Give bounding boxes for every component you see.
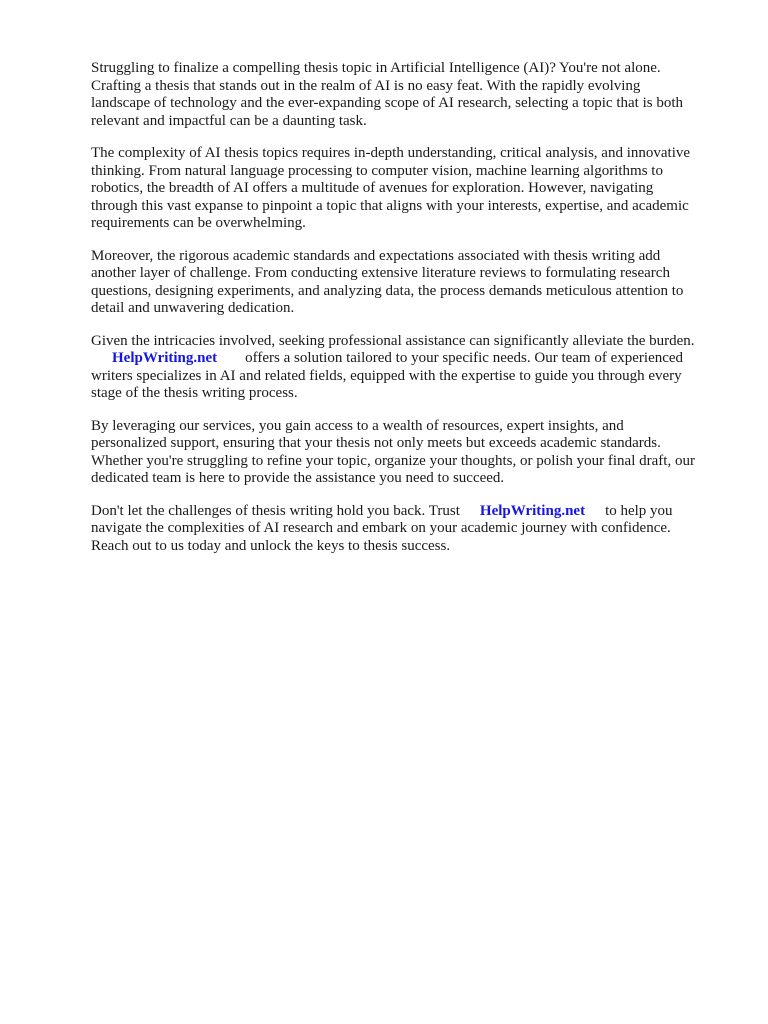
text-line: Struggling to finalize a compelling thesis topic in Artificial Intelligence (AI)? You're not alone.: [91, 60, 661, 76]
text-line: thinking. From natural language processing to computer vision, machine learning algorithms to: [91, 162, 663, 179]
text-line: robotics, the breadth of AI offers a multitude of avenues for exploration. However, navigating: [91, 180, 654, 196]
text-line: By leveraging our services, you gain access to a wealth of resources, expert insights, and: [91, 417, 624, 434]
paragraph-standards: [91, 248, 721, 318]
document-page: [91, 60, 721, 570]
text-line: Given the intricacies involved, seeking professional assistance can significantly alleviate the burden.: [91, 332, 695, 349]
text-line: The complexity of AI thesis topics requires in-depth understanding, critical analysis, and innovative: [91, 145, 691, 161]
paragraph-assistance: [91, 333, 721, 403]
helpwriting-link[interactable]: HelpWriting.net: [112, 350, 218, 366]
text-line: through this vast expanse to pinpoint a topic that aligns with your interests, expertise, and academic: [91, 197, 689, 214]
text-line: Crafting a thesis that stands out in the realm of AI is no easy feat. With the rapidly evolving: [91, 77, 641, 94]
text-line: Don't let the challenges of thesis writing hold you back. Trust: [91, 502, 460, 519]
text-line: questions, designing experiments, and analyzing data, the process demands meticulous attention to: [91, 282, 684, 299]
text-line: requirements can be overwhelming.: [91, 215, 306, 231]
paragraph-intro: [91, 60, 721, 130]
text-line: personalized support, ensuring that your thesis not only meets but exceeds academic standards.: [91, 435, 661, 451]
text-line: stage of the thesis writing process.: [91, 385, 298, 401]
text-line: writers specializes in AI and related fields, equipped with the expertise to guide you through every: [91, 367, 682, 384]
text-line: Whether you're struggling to refine your topic, organize your thoughts, or polish your final draft, our: [91, 452, 695, 469]
text-line: navigate the complexities of AI research and embark on your academic journey with confidence.: [91, 520, 671, 536]
text-line: to help you: [605, 502, 673, 519]
text-line: relevant and impactful can be a daunting task.: [91, 112, 367, 129]
text-line: offers a solution tailored to your specific needs. Our team of experienced: [245, 350, 684, 366]
text-line: dedicated team is here to provide the assistance you need to succeed.: [91, 470, 505, 486]
paragraph-complexity: [91, 145, 721, 233]
paragraph-services: [91, 418, 721, 488]
helpwriting-link[interactable]: HelpWriting.net: [479, 502, 586, 519]
text-line: Moreover, the rigorous academic standards and expectations associated with thesis writing add: [91, 247, 661, 264]
text-line: Reach out to us today and unlock the keys to thesis success.: [91, 537, 451, 554]
text-line: landscape of technology and the ever-expanding scope of AI research, selecting a topic that is both: [91, 95, 683, 111]
text-line: another layer of challenge. From conducting extensive literature reviews to formulating research: [91, 265, 670, 281]
text-line: detail and unwavering dedication.: [91, 300, 295, 316]
paragraph-closing: [91, 503, 721, 556]
